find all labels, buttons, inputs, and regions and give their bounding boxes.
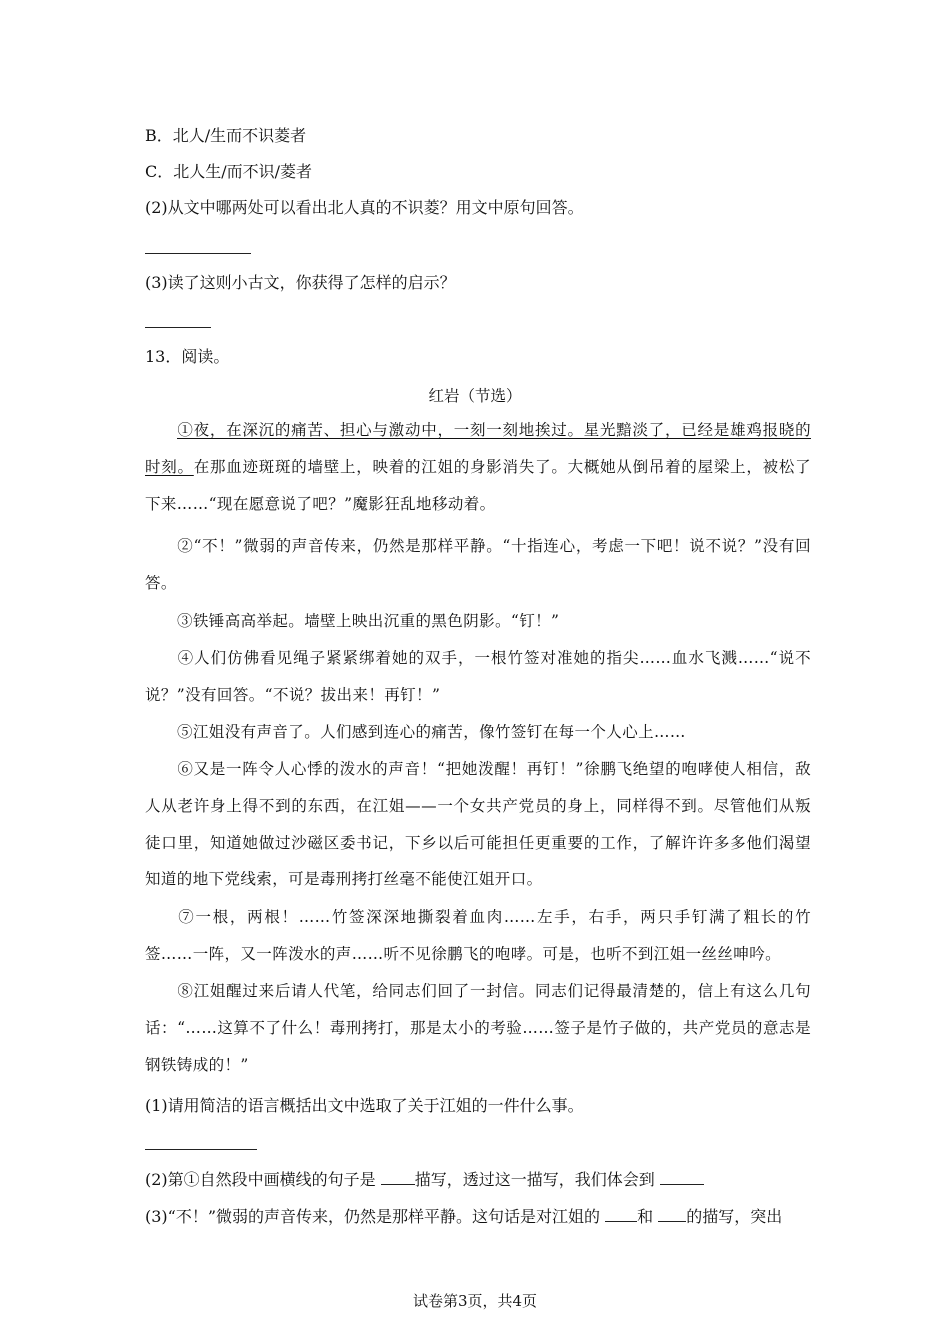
paragraph-8: ⑧江姐醒过来后请人代笔，给同志们回了一封信。同志们记得最清楚的，信上有这么几句话：“……这算不了什么！毒刑拷打，那是太小的考验……签子是竹子做的，共产党员的意志是钢铁铸成的！”: [145, 982, 811, 1074]
paragraph-4: ④人们仿佛看见绳子紧紧绑着她的双手，一根竹签对准她的指尖……血水飞溅……“说不说？”没有回答。“不说？拔出来！再钉！”: [145, 649, 811, 704]
q12-option-b: B．北人/生而不识菱者: [145, 126, 307, 145]
q12-sub2: (2)从文中哪两处可以看出北人真的不识菱？用文中原句回答。: [145, 198, 584, 217]
q13-heading: 13．阅读。: [145, 347, 230, 366]
paragraph-2: ②“不！”微弱的声音传来，仍然是那样平静。“十指连心，考虑一下吧！说不说？”没有回答。: [145, 537, 811, 592]
answer-blank-line[interactable]: [145, 1149, 257, 1150]
q13-sub2: (2)第①自然段中画横线的句子是 描写，透过这一描写，我们体会到: [145, 1170, 704, 1190]
paragraph-1: ①夜，在深沉的痛苦、担心与激动中，一刻一刻地挨过。星光黯淡了，已经是雄鸡报晓的时刻。在那血迹斑斑的墙壁上，映着的江姐的身影消失了。大概她从倒吊着的屋梁上，被松了下来……“现在愿意说了吧？”魔影狂乱地移动着。: [145, 421, 812, 513]
q13-sub1: (1)请用简洁的语言概括出文中选取了关于江姐的一件什么事。: [145, 1096, 584, 1115]
paragraph-6: ⑥又是一阵令人心悸的泼水的声音！“把她泼醒！再钉！”徐鹏飞绝望的咆哮使人相信，敌人从老许身上得不到的东西，在江姐——一个女共产党员的身上，同样得不到。尽管他们从叛徒口里，知道她做过沙磁区委书记，下乡以后可能担任更重要的工作，了解许许多多他们渴望知道的地下党线索，可是毒刑拷打丝毫不能使江姐开口。: [145, 760, 811, 889]
passage-title: 红岩（节选）: [428, 387, 522, 405]
underlined-sentence: ①夜，在深沉的痛苦、担心与激动中，一刻一刻地挨过。星光黯淡了，已经是雄鸡报晓的时刻。: [145, 421, 811, 476]
answer-blank-line[interactable]: [145, 253, 251, 254]
answer-blank[interactable]: [381, 1170, 415, 1185]
answer-blank-line[interactable]: [145, 327, 211, 328]
paragraph-5: ⑤江姐没有声音了。人们感到连心的痛苦，像竹签钉在每一个人心上……: [177, 723, 686, 741]
q12-option-c: C．北人生/而不识/菱者: [145, 162, 313, 181]
q12-sub3: (3)读了这则小古文，你获得了怎样的启示？: [145, 273, 456, 292]
answer-blank[interactable]: [605, 1207, 637, 1222]
answer-blank[interactable]: [658, 1207, 686, 1222]
page-footer: 试卷第3页，共4页: [412, 1292, 538, 1310]
paragraph-3: ③铁锤高高举起。墙壁上映出沉重的黑色阴影。“钉！”: [177, 612, 560, 630]
paragraph-7: ⑦一根，两根！……竹签深深地撕裂着血肉……左手，右手，两只手钉满了粗长的竹签……一阵，又一阵泼水的声……听不见徐鹏飞的咆哮。可是，也听不到江姐一丝丝呻吟。: [145, 908, 811, 963]
answer-blank[interactable]: [660, 1170, 704, 1185]
q13-sub3: (3)“不！”微弱的声音传来，仍然是那样平静。这句话是对江姐的 和 的描写，突出: [145, 1207, 783, 1226]
